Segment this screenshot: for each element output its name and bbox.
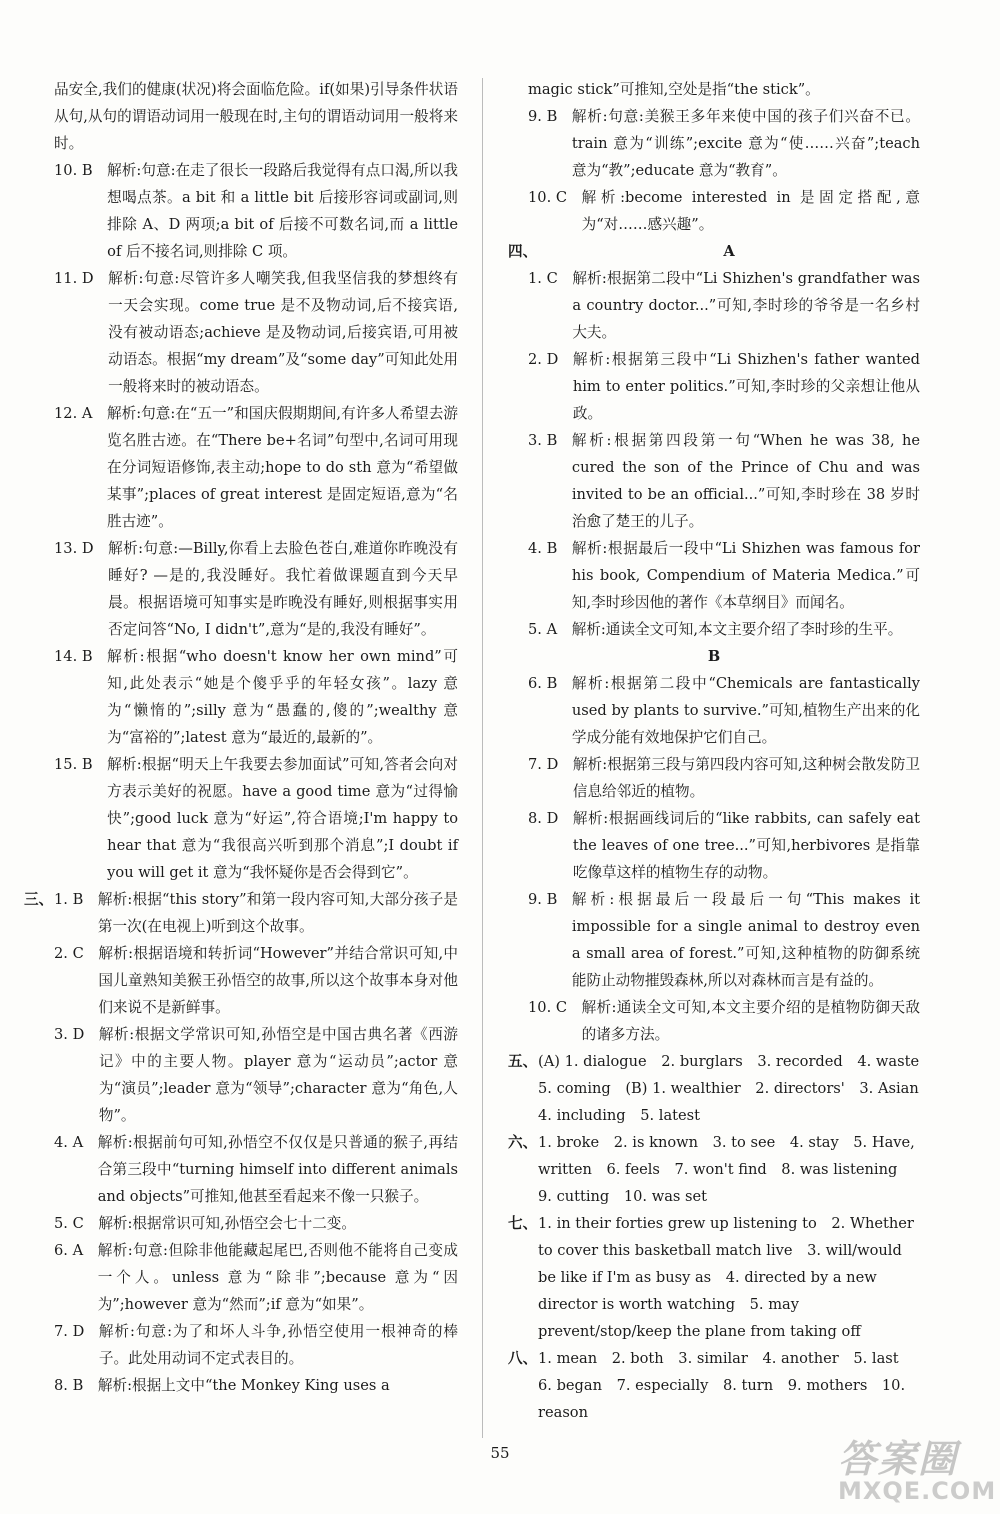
section-6-answers: 1. broke 2. is known 3. to see 4. stay 5. Have, written 6. feels 7. won't find 8. was listening 9. cutting 10. was set bbox=[538, 1134, 915, 1205]
answer-item bbox=[508, 535, 920, 616]
answer-label: 2. D bbox=[528, 351, 573, 368]
answer-item bbox=[24, 1318, 458, 1372]
answer-item bbox=[24, 643, 458, 751]
answer-explanation: 解析:根据“this story”和第一段内容可知,大部分孩子是第一次(在电视上)听到这个故事。 bbox=[97, 891, 458, 935]
answer-explanation: 解析:根据画线词后的“like rabbits, can safely eat the leaves of one tree...”可知,herbivores 是指靠吃像草这样的植物生存的动物。 bbox=[572, 810, 920, 881]
answer-explanation: 解析:根据常识可知,孙悟空会七十二变。 bbox=[98, 1215, 356, 1232]
answer-label: 10. B bbox=[54, 162, 108, 179]
answer-label: 3. D bbox=[54, 1026, 99, 1043]
answer-explanation: 解析:句意:美猴王多年来使中国的孩子们兴奋不已。train 意为“训练”;excite 意为“使……兴奋”;teach 意为“教”;educate 意为“教育”。 bbox=[571, 108, 920, 179]
watermark-logo bbox=[838, 1428, 997, 1510]
answer-explanation: 解析:根据“明天上午我要去参加面试”可知,答者会向对方表示美好的祝愿。have a good time 意为“过得愉快”;good luck 意为“好运”,符合语境;I'm happy to hear that 意为“我很高兴听到那个消息”;I doubt if you will get it 意为“我怀疑你是否会得到它”。 bbox=[107, 756, 458, 881]
answer-explanation: 解析:根据文学常识可知,孙悟空是中国古典名著《西游记》中的主要人物。player 意为“运动员”;actor 意为“演员”;leader 意为“领导”;character 意为“角色,人物”。 bbox=[98, 1026, 458, 1124]
answer-explanation: 解析:根据上文中“the Monkey King uses a bbox=[97, 1377, 390, 1394]
column-divider bbox=[482, 78, 483, 1438]
answer-explanation: 解析:根据第二段中“Chemicals are fantastically used by plants to survive.”可知,植物生产出来的化学成分能有效地保护它们自己。 bbox=[571, 675, 920, 746]
answer-explanation: 解析:根据“who doesn't know her own mind”可知,此处表示“她是个傻乎乎的年轻女孩”。lazy 意为“懒惰的”;silly 意为“愚蠢的,傻的”;wealthy 意为“富裕的”;latest 意为“最近的,最新的”。 bbox=[107, 648, 458, 746]
answer-explanation: 解析:句意:—Billy,你看上去脸色苍白,难道你昨晚没有睡好? —是的,我没睡好。我忙着做课题直到今天早晨。根据语境可知事实是昨晚没有睡好,则根据事实用否定问答“No, I didn't”,意为“是的,我没有睡好”。 bbox=[108, 540, 458, 638]
answer-explanation: 解析:根据前句可知,孙悟空不仅仅是只普通的猴子,再结合第三段中“turning himself into different animals and objects”可推知,他甚至看起来不像一只猴子。 bbox=[97, 1134, 458, 1205]
answer-label: 5. C bbox=[54, 1215, 99, 1232]
answer-explanation: 解析:句意:在走了很长一段路后我觉得有点口渴,所以我想喝点茶。a bit 和 a little bit 后接形容词或副词,则排除 A、D 两项;a bit of 后接不可数名词,而 a little of 后不接名词,则排除 C 项。 bbox=[107, 162, 458, 260]
section-marker: 八、 bbox=[508, 1350, 538, 1367]
section-8 bbox=[508, 1345, 920, 1426]
answer-item bbox=[24, 400, 458, 535]
answer-item bbox=[24, 1129, 458, 1210]
answer-item bbox=[24, 265, 458, 400]
answer-label: 5. A bbox=[528, 621, 572, 638]
answer-label: 7. D bbox=[54, 1323, 99, 1340]
answer-item bbox=[24, 1210, 458, 1237]
answer-label: 2. C bbox=[54, 945, 99, 962]
answer-item bbox=[508, 184, 920, 238]
answer-explanation: 解析:根据第四段第一句“When he was 38, he cured the son of the Prince of Chu and was invited to be an official...”可知,李时珍在 38 岁时治愈了楚王的儿子。 bbox=[571, 432, 920, 530]
answer-item bbox=[24, 1372, 458, 1399]
answer-label: 11. D bbox=[54, 270, 109, 287]
watermark-text-bottom: MXQE.COM bbox=[838, 1477, 997, 1505]
answer-item bbox=[508, 427, 920, 535]
answer-label: 4. A bbox=[54, 1134, 98, 1151]
answer-label: 6. B bbox=[528, 675, 572, 692]
answer-explanation: 解析:become interested in 是固定搭配,意为“对……感兴趣”。 bbox=[581, 189, 920, 233]
answer-label: 8. D bbox=[528, 810, 573, 827]
answer-item bbox=[508, 670, 920, 751]
section-7 bbox=[508, 1210, 920, 1345]
answer-item bbox=[24, 157, 458, 265]
page-number: 55 bbox=[490, 1444, 510, 1462]
section-7-answers: 1. in their forties grew up listening to 2. Whether to cover this basketball match live 3. will/would be like if I'm as busy as 4. directed by a new director is worth watching 5. may prevent/stop/keep the plane from taking off bbox=[538, 1215, 914, 1340]
right-column bbox=[508, 76, 934, 1426]
answer-label: 14. B bbox=[54, 648, 108, 665]
answer-explanation: 解析:根据最后一段中“Li Shizhen was famous for his book, Compendium of Materia Medica.”可知,李时珍因他的著作《本草纲目》而闻名。 bbox=[571, 540, 920, 611]
section-5 bbox=[508, 1048, 934, 1129]
answer-label: 9. B bbox=[528, 891, 572, 908]
answer-label: 1. B bbox=[54, 891, 98, 908]
answer-item bbox=[508, 751, 920, 805]
continuation-text: magic stick”可推知,空处是指“the stick”。 bbox=[528, 81, 820, 98]
passage-a-heading: A bbox=[723, 243, 735, 260]
answer-explanation: 解析:通读全文可知,本文主要介绍了李时珍的生平。 bbox=[571, 621, 903, 638]
section-marker: 六、 bbox=[508, 1134, 538, 1151]
answer-label: 12. A bbox=[54, 405, 107, 422]
answer-label: 10. C bbox=[528, 999, 582, 1016]
section-5-answers: (A) 1. dialogue 2. burglars 3. recorded 4. waste 5. coming (B) 1. wealthier 2. directors' 3. Asian 4. including 5. latest bbox=[538, 1053, 934, 1124]
answer-label: 15. B bbox=[54, 756, 108, 773]
answer-item bbox=[508, 103, 920, 184]
answer-explanation: 解析:根据第三段中“Li Shizhen's father wanted him to enter politics.”可知,李时珍的父亲想让他从政。 bbox=[572, 351, 920, 422]
answer-item bbox=[508, 265, 920, 346]
answer-item bbox=[24, 1021, 458, 1129]
answer-label: 6. A bbox=[54, 1242, 98, 1259]
section-marker: 三、 bbox=[24, 891, 54, 908]
section-4-header bbox=[508, 238, 920, 265]
section-marker: 五、 bbox=[508, 1053, 538, 1070]
answer-item bbox=[24, 940, 458, 1021]
left-column bbox=[24, 76, 458, 1399]
answer-label: 4. B bbox=[528, 540, 572, 557]
answer-label: 3. B bbox=[528, 432, 572, 449]
section-8-answers: 1. mean 2. both 3. similar 4. another 5. last 6. began 7. especially 8. turn 9. mothers 10. reason bbox=[538, 1350, 914, 1421]
answer-label: 10. C bbox=[528, 189, 582, 206]
answer-item bbox=[508, 616, 920, 643]
answer-item bbox=[508, 886, 920, 994]
section-6 bbox=[508, 1129, 920, 1210]
answer-explanation: 解析:根据第二段中“Li Shizhen's grandfather was a country doctor...”可知,李时珍的爷爷是一名乡村大夫。 bbox=[572, 270, 920, 341]
answer-label: 8. B bbox=[54, 1377, 98, 1394]
answer-label: 7. D bbox=[528, 756, 573, 773]
answer-explanation: 解析:根据第三段与第四段内容可知,这种树会散发防卫信息给邻近的植物。 bbox=[572, 756, 920, 800]
answer-item bbox=[24, 1237, 458, 1318]
answer-explanation: 解析:句意:在“五一”和国庆假期期间,有许多人希望去游览名胜古迹。在“There be+名词”句型中,名词可用现在分词短语修饰,表主动;hope to do sth 意为“希望做某事”;places of great interest 是固定短语,意为“名胜古迹”。 bbox=[106, 405, 458, 530]
continuation-text: 品安全,我们的健康(状况)将会面临危险。if(如果)引导条件状语从句,从句的谓语动词用一般现在时,主句的谓语动词用一般将来时。 bbox=[54, 81, 458, 152]
answer-explanation: 解析:句意:尽管许多人嘲笑我,但我坚信我的梦想终有一天会实现。come true 是不及物动词,后不接宾语,没有被动语态;achieve 是及物动词,后接宾语,可用被动语态。根据“my dream”及“some day”可知此处用一般将来时的被动语态。 bbox=[108, 270, 458, 395]
watermark-text-top: 答案圈 bbox=[838, 1437, 959, 1481]
answer-explanation: 解析:通读全文可知,本文主要介绍的是植物防御天敌的诸多方法。 bbox=[581, 999, 920, 1043]
answer-item bbox=[508, 805, 920, 886]
answer-explanation: 解析:根据最后一段最后一句“This makes it impossible for a single animal to destroy even a small area of forest.”可知,这种植物的防御系统能防止动物摧毁森林,所以对森林而言是有益的。 bbox=[571, 891, 920, 989]
answer-label: 9. B bbox=[528, 108, 572, 125]
answer-item bbox=[508, 994, 920, 1048]
answer-label: 1. C bbox=[528, 270, 573, 287]
section-marker: 四、 bbox=[508, 243, 538, 260]
answer-explanation: 解析:句意:为了和坏人斗争,孙悟空使用一根神奇的棒子。此处用动词不定式表目的。 bbox=[98, 1323, 458, 1367]
answer-explanation: 解析:句意:但除非他能藏起尾巴,否则他不能将自己变成一个人。unless 意为“除非”;because 意为“因为”;however 意为“然而”;if 意为“如果”。 bbox=[97, 1242, 458, 1313]
answer-item bbox=[508, 346, 920, 427]
answer-item bbox=[24, 751, 458, 886]
section-marker: 七、 bbox=[508, 1215, 538, 1232]
answer-explanation: 解析:根据语境和转折词“However”并结合常识可知,中国儿童熟知美猴王孙悟空的故事,所以这个故事本身对他们来说不是新鲜事。 bbox=[98, 945, 458, 1016]
answer-item bbox=[24, 535, 458, 643]
passage-b-heading: B bbox=[707, 648, 721, 665]
answer-label: 13. D bbox=[54, 540, 109, 557]
section-3-first-item bbox=[24, 886, 458, 940]
